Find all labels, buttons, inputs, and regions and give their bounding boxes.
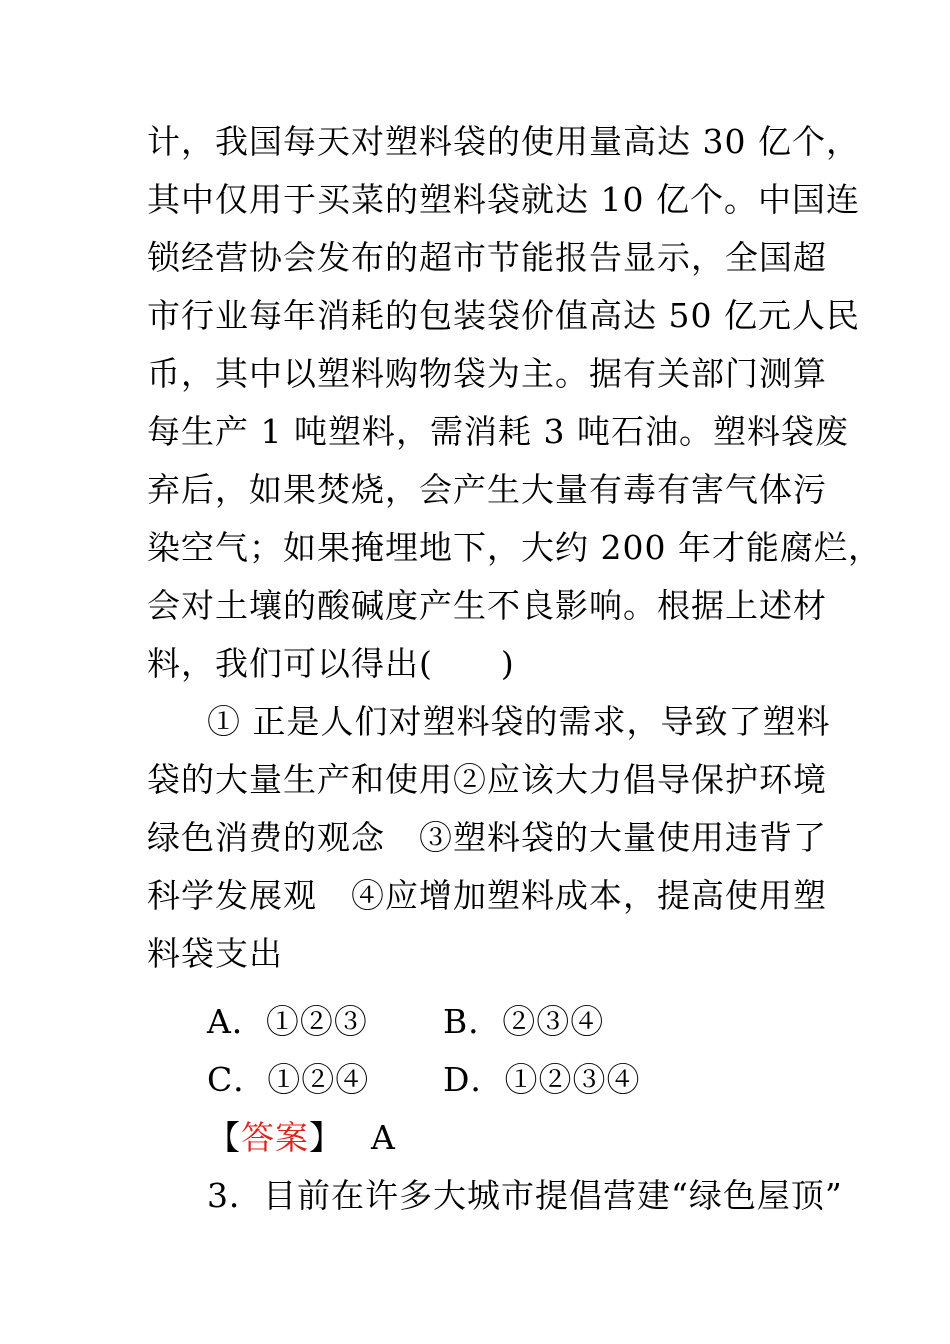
passage-line: 币，其中以塑料购物袋为主。据有关部门测算 [147,354,827,393]
answer-bracket-close: 】 [309,1118,343,1157]
statement-line: 绿色消费的观念 ③塑料袋的大量使用违背了 [147,818,827,857]
passage-line: 计，我国每天对塑料袋的使用量高达 30 亿个， [147,122,860,161]
option-d: D．①②③④ [443,1060,641,1099]
passage-line: 市行业每年消耗的包装袋价值高达 50 亿元人民 [147,296,860,335]
answer-line [207,1118,396,1158]
statement-line: 袋的大量生产和使用②应该大力倡导保护环境 [147,760,827,799]
statement-line: 科学发展观 ④应增加塑料成本，提高使用塑 [147,876,827,915]
answer-label: 答案 [241,1118,309,1157]
passage-line: 会对土壤的酸碱度产生不良影响。根据上述材 [147,586,827,625]
passage-line: 弃后，如果焚烧，会产生大量有毒有害气体污 [147,470,827,509]
answer-bracket-open: 【 [207,1118,241,1157]
option-c: C．①②④ [207,1060,370,1099]
option-a: A．①②③ [207,1002,368,1041]
passage-line: 其中仅用于买菜的塑料袋就达 10 亿个。中国连 [147,180,860,219]
option-b: B．②③④ [443,1002,605,1041]
passage-line: 每生产 1 吨塑料，需消耗 3 吨石油。塑料袋废 [147,412,849,451]
passage-line: 料，我们可以得出( ) [147,644,515,683]
next-question: 3．目前在许多大城市提倡营建“绿色屋顶” [207,1176,843,1215]
answer-value: A [371,1118,396,1157]
statement-line: 料袋支出 [147,934,283,973]
passage-line: 锁经营协会发布的超市节能报告显示，全国超 [147,238,827,277]
statement-line: ① 正是人们对塑料袋的需求，导致了塑料 [207,702,831,741]
passage-line: 染空气；如果掩埋地下，大约 200 年才能腐烂， [147,528,882,567]
